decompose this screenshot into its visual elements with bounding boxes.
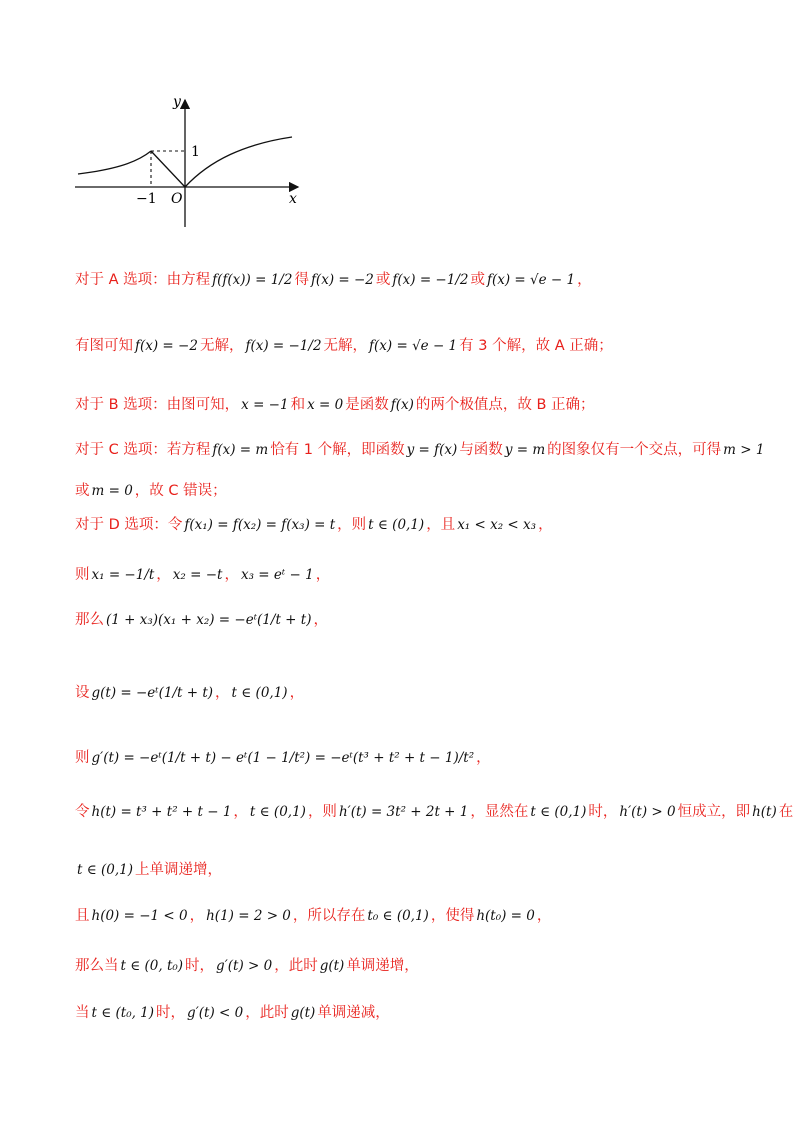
text-segment: 有图可知 (75, 338, 133, 354)
math-expression: h(t₀) = 0 (476, 908, 535, 924)
math-expression: g′(t) = −eᵗ(1/t + t) − eᵗ(1 − 1/t²) = −eᵗ(t³ + t² + t − 1)/t² (91, 750, 475, 766)
math-expression: m = 0 (91, 483, 133, 499)
one-label: 1 (191, 144, 200, 160)
text-segment: 那么当 (75, 958, 119, 974)
math-expression: x₁ = −1/t (91, 567, 155, 583)
text-segment: 或 (375, 272, 391, 288)
math-expression: h′(t) > 0 (619, 804, 676, 820)
text-segment: ，故 C 错误； (134, 483, 227, 499)
text-segment: 的图象仅有一个交点，可得 (547, 442, 722, 458)
math-expression: x = 0 (307, 397, 344, 413)
text-segment: 对于 D 选项：令 (75, 517, 183, 533)
math-expression: f(x) = √e − 1 (369, 338, 458, 354)
math-expression: t ∈ (0,1) (231, 685, 288, 701)
text-segment: ， (289, 685, 305, 701)
math-expression: t ∈ (0,1) (249, 804, 306, 820)
text-segment: 单调递增， (346, 958, 419, 974)
math-expression: t₀ ∈ (0,1) (367, 908, 429, 924)
text-segment: 有 3 个解，故 A 正确； (459, 338, 613, 354)
text-segment: ， (233, 804, 248, 820)
text-segment: 或 (470, 272, 485, 288)
text-segment: 在 (778, 804, 794, 820)
text-line (75, 800, 793, 821)
math-expression: h′(t) = 3t² + 2t + 1 (338, 804, 469, 820)
text-segment: 时， (156, 1005, 186, 1021)
math-expression: f(x) = √e − 1 (486, 272, 576, 288)
text-segment: ，显然在 (470, 804, 529, 820)
text-segment: 令 (75, 804, 90, 820)
text-segment: 与函数 (459, 442, 503, 458)
text-segment: 的两个极值点，故 B 正确； (415, 397, 595, 413)
math-expression: h(1) = 2 > 0 (206, 908, 291, 924)
text-segment: ，使得 (430, 908, 475, 924)
math-expression: g′(t) > 0 (216, 958, 273, 974)
text-segment: ，此时 (245, 1005, 289, 1021)
math-expression: h(t) (752, 804, 777, 820)
math-expression: y = m (504, 442, 546, 458)
text-line (75, 268, 592, 289)
math-expression: g(t) (319, 958, 345, 974)
text-segment: 或 (75, 483, 90, 499)
curve-right (185, 137, 292, 187)
text-segment: ， (313, 612, 328, 628)
text-segment: ，则 (307, 804, 337, 820)
origin-label: O (171, 191, 183, 207)
text-line (75, 479, 227, 500)
text-segment: ， (224, 567, 239, 583)
text-segment: ， (476, 750, 491, 766)
text-segment: ， (536, 908, 552, 924)
math-expression: f(x) = −2 (135, 338, 198, 354)
text-segment: 无解， (199, 338, 244, 354)
text-segment: 则 (75, 750, 90, 766)
text-line (75, 334, 613, 355)
text-segment: 且 (75, 908, 90, 924)
text-segment: ，此时 (274, 958, 318, 974)
text-segment: 恰有 1 个解，即函数 (270, 442, 405, 458)
text-line (75, 563, 330, 584)
segment-down (151, 151, 185, 187)
text-line (75, 1001, 390, 1022)
math-expression: x₁ < x₂ < x₃ (457, 517, 537, 533)
math-expression: x₂ = −t (172, 567, 223, 583)
math-expression: y = f(x) (406, 442, 458, 458)
text-line (75, 438, 766, 459)
math-expression: f(x) = −1/2 (245, 338, 322, 354)
text-segment: 得 (294, 272, 309, 288)
text-segment: ， (189, 908, 205, 924)
text-segment: ，且 (426, 517, 456, 533)
text-segment: 无解， (323, 338, 368, 354)
text-segment: 是函数 (345, 397, 389, 413)
math-expression: t ∈ (0,1) (368, 517, 425, 533)
math-expression: g′(t) < 0 (187, 1005, 244, 1021)
text-segment: 单调递减， (317, 1005, 390, 1021)
text-line (75, 608, 328, 629)
text-segment: 设 (75, 685, 90, 701)
text-segment: ， (315, 567, 331, 583)
text-line (75, 954, 419, 975)
text-segment: 对于 B 选项：由图可知， (75, 397, 240, 413)
text-segment: 则 (75, 567, 90, 583)
text-segment: ， (577, 272, 592, 288)
math-expression: (1 + x₃)(x₁ + x₂) = −eᵗ(1/t + t) (106, 612, 312, 628)
text-line (75, 746, 491, 767)
text-segment: 那么 (75, 612, 104, 628)
graph-svg (70, 92, 310, 232)
text-line (75, 513, 553, 534)
y-axis-label: y (173, 94, 181, 110)
math-expression: f(x₁) = f(x₂) = f(x₃) = t (184, 517, 336, 533)
text-segment: 和 (290, 397, 306, 413)
text-segment: 对于 A 选项：由方程 (75, 272, 211, 288)
math-expression: t ∈ (t₀, 1) (91, 1005, 155, 1021)
text-segment: ， (215, 685, 230, 701)
math-expression: f(x) = −1/2 (392, 272, 469, 288)
math-expression: m > 1 (723, 442, 765, 458)
math-expression: x₃ = eᵗ − 1 (240, 567, 314, 583)
math-expression: h(t) = t³ + t² + t − 1 (91, 804, 232, 820)
text-line (75, 393, 595, 414)
math-expression: x = −1 (241, 397, 289, 413)
text-segment: 当 (75, 1005, 90, 1021)
math-expression: g(t) = −eᵗ(1/t + t) (91, 685, 214, 701)
math-expression: f(x) = m (212, 442, 269, 458)
math-expression: g(t) (290, 1005, 316, 1021)
neg-one-label: −1 (136, 191, 157, 207)
text-segment: 上单调递增， (135, 862, 223, 878)
math-expression: h(0) = −1 < 0 (91, 908, 188, 924)
text-segment: ，所以存在 (292, 908, 366, 924)
x-axis-label: x (289, 191, 297, 207)
text-line (75, 681, 304, 702)
text-segment: ， (156, 567, 171, 583)
text-segment: 时， (185, 958, 215, 974)
curve-left (78, 151, 151, 174)
text-segment: 恒成立，即 (677, 804, 751, 820)
math-expression: f(f(x)) = 1/2 (212, 272, 293, 288)
math-expression: t ∈ (0,1) (77, 862, 134, 878)
text-line (75, 858, 222, 879)
text-segment: ， (538, 517, 553, 533)
math-expression: f(x) (390, 397, 414, 413)
math-expression: f(x) = −2 (310, 272, 374, 288)
function-graph (70, 92, 310, 232)
text-segment: ，则 (337, 517, 367, 533)
math-expression: t ∈ (0, t₀) (120, 958, 184, 974)
text-segment: 对于 C 选项：若方程 (75, 442, 211, 458)
text-line (75, 904, 551, 925)
text-segment: 时， (588, 804, 618, 820)
math-expression: t ∈ (0,1) (530, 804, 587, 820)
